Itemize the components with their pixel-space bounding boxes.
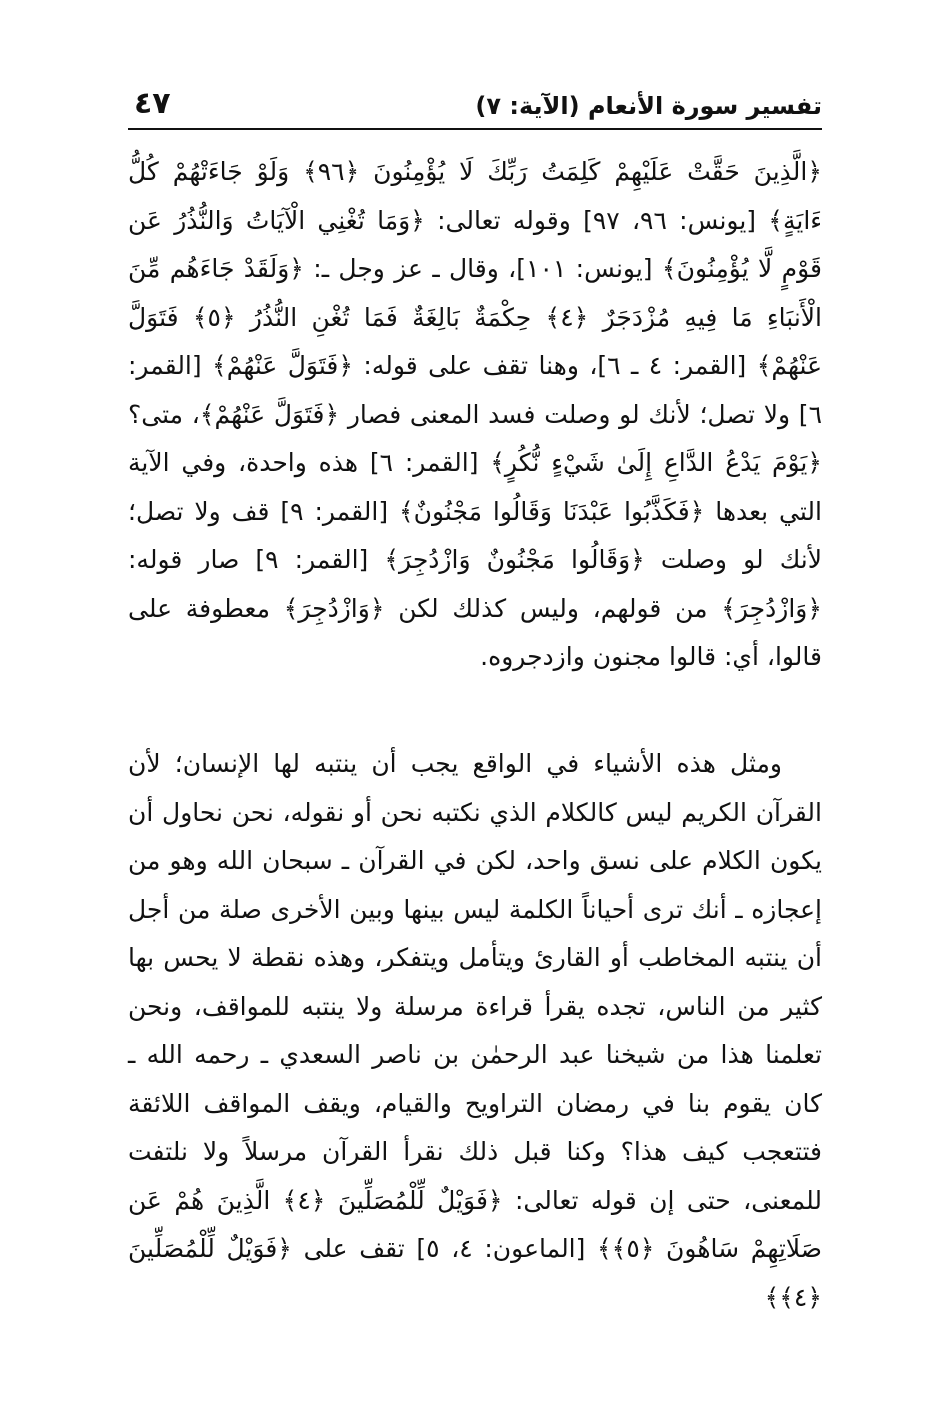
paragraph-reading-attention: [128, 740, 822, 1322]
page-number: ٤٧: [134, 86, 171, 121]
page-header: [128, 88, 822, 128]
running-title: تفسير سورة الأنعام (الآية: ٧): [475, 92, 822, 120]
paragraph-text: ومثل هذه الأشياء في الواقع يجب أن ينتبه لها الإنسان؛ لأن القرآن الكريم ليس كالكلام الذي نكتبه نحن أو نقوله، نحن نحاول أن يكون الكلام على نسق واحد، لكن في القرآن ـ سبحان الله وهو من إعجازه ـ أنك ترى أحياناً الكلمة ليس بينها وبين الأخرى صلة من أجل أن ينتبه المخاطب أو القارئ ويتأمل ويتفكر، وهذه نقطة لا يحس بها كثير من الناس، تجده يقرأ قراءة مرسلة ولا ينتبه للمواقف، ونحن تعلمنا هذا من شيخنا عبد الرحمٰن بن ناصر السعدي ـ رحمه الله ـ كان يقوم بنا في رمضان التراويح والقيام، ويقف المواقف اللائقة فتتعجب كيف هذا؟ وكنا قبل ذلك نقرأ القرآن مرسلاً ولا نلتفت للمعنى، حتى إن قوله تعالى: ﴿فَوَيْلٌ لِّلْمُصَلِّينَ ﴿٤﴾ الَّذِينَ هُمْ عَن صَلَاتِهِمْ سَاهُونَ ﴿٥﴾﴾ [الماعون: ٤، ٥] تقف على ﴿فَوَيْلٌ لِّلْمُصَلِّينَ ﴿٤﴾﴾: [128, 749, 822, 1312]
header-rule: [128, 128, 822, 130]
paragraph-quranic-stops: ﴿الَّذِينَ حَقَّتْ عَلَيْهِمْ كَلِمَتُ رَبِّكَ لَا يُؤْمِنُونَ ﴿٩٦﴾ وَلَوْ جَاءَتْهُمْ كُلُّ ءَايَةٍ﴾ [يونس: ٩٦، ٩٧] وقوله تعالى: ﴿وَمَا تُغْنِي الْآيَاتُ وَالنُّذُرُ عَن قَوْمٍ لَّا يُؤْمِنُونَ﴾ [يونس: ١٠١]، وقال ـ عز وجل ـ: ﴿وَلَقَدْ جَاءَهُم مِّنَ الْأَنبَاءِ مَا فِيهِ مُزْدَجَرٌ ﴿٤﴾ حِكْمَةٌ بَالِغَةٌ فَمَا تُغْنِ النُّذُرُ ﴿٥﴾ فَتَوَلَّ عَنْهُمْ﴾ [القمر: ٤ ـ ٦]، وهنا تقف على قوله: ﴿فَتَوَلَّ عَنْهُمْ﴾ [القمر: ٦] ولا تصل؛ لأنك لو وصلت فسد المعنى فصار ﴿فَتَوَلَّ عَنْهُمْ﴾، متى؟ ﴿يَوْمَ يَدْعُ الدَّاعِ إِلَىٰ شَيْءٍ نُّكُرٍ﴾ [القمر: ٦] هذه واحدة، وفي الآية التي بعدها ﴿فَكَذَّبُوا عَبْدَنَا وَقَالُوا مَجْنُونٌ﴾ [القمر: ٩] قف ولا تصل؛ لأنك لو وصلت ﴿وَقَالُوا مَجْنُونٌ وَازْدُجِرَ﴾ [القمر: ٩] صار قوله: ﴿وَازْدُجِرَ﴾ من قولهم، وليس كذلك لكن ﴿وَازْدُجِرَ﴾ معطوفة على قالوا، أي: قالوا مجنون وازدجروه.: [128, 157, 823, 671]
